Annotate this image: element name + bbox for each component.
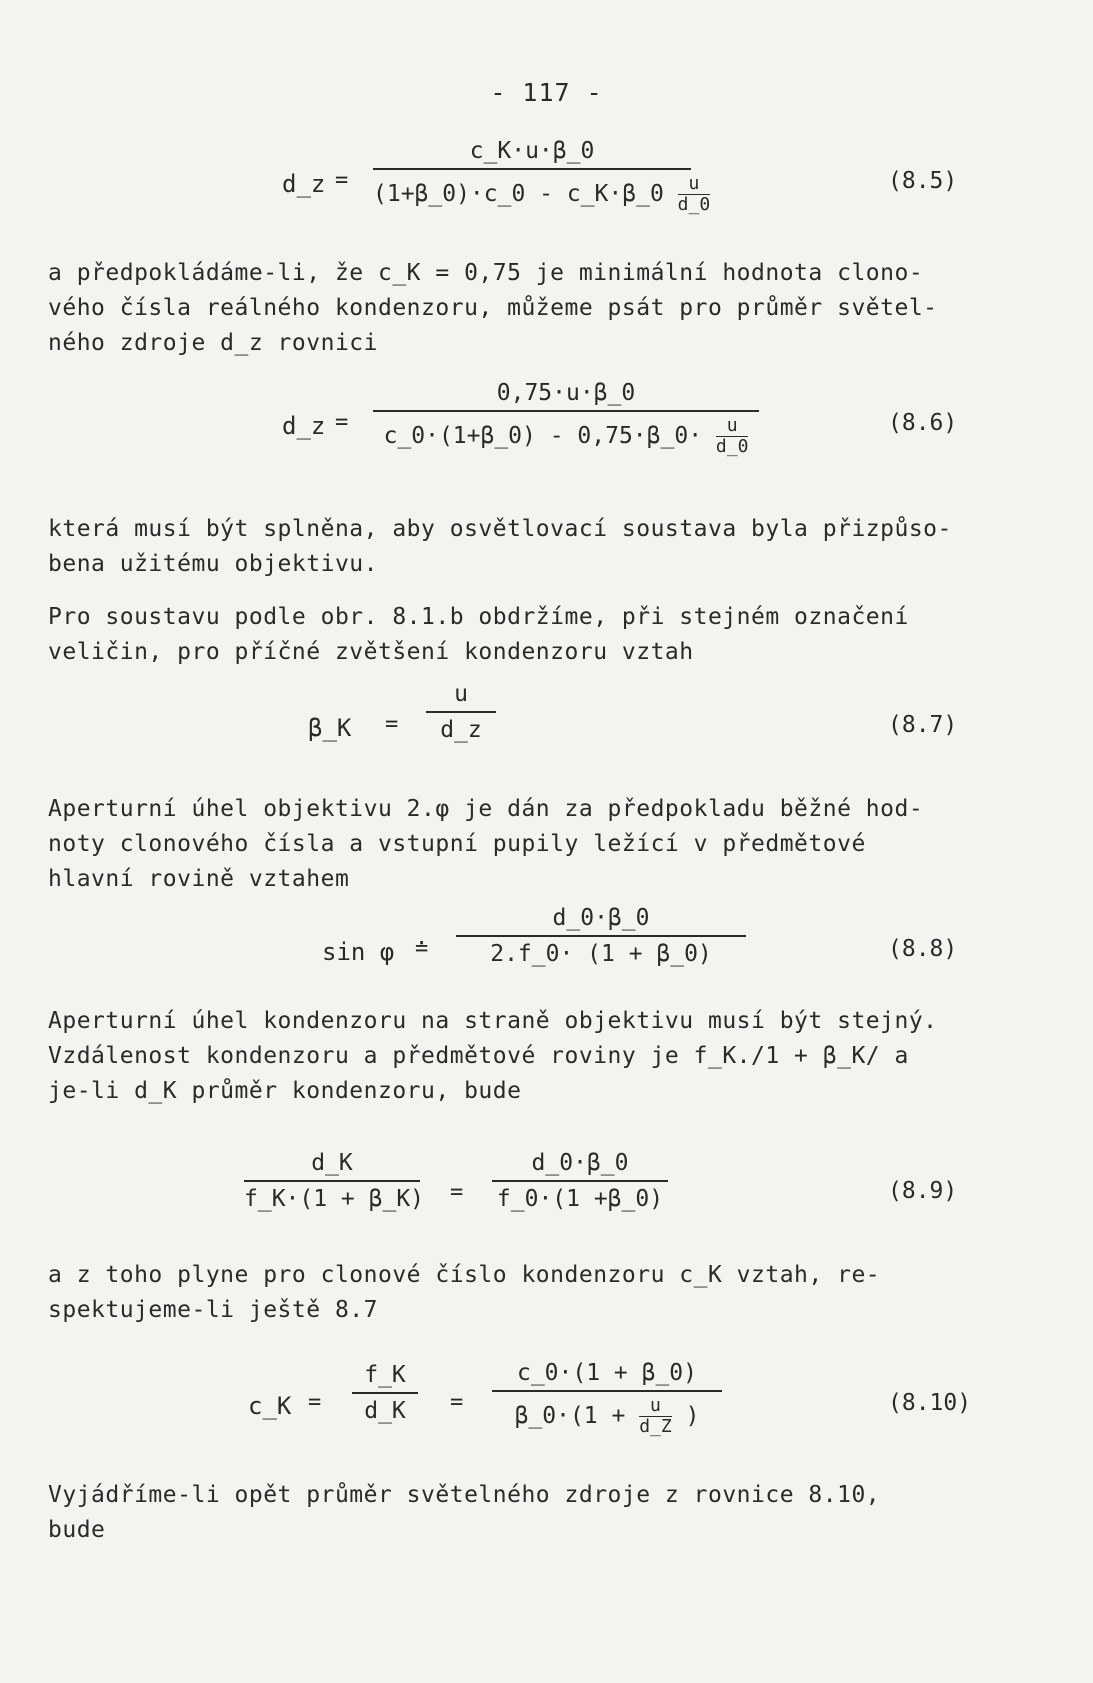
paragraph-7-line-1: Vyjádříme-li opět průměr světelného zdroje z rovnice 8.10,: [48, 1482, 881, 1508]
eq-8-7-fraction: [426, 681, 496, 743]
paragraph-5-line-1: Aperturní úhel kondenzoru na straně objektivu musí být stejný.: [48, 1008, 938, 1034]
paragraph-4-line-1: Aperturní úhel objektivu 2.φ je dán za předpokladu běžné hod-: [48, 796, 924, 822]
eq-8-10-equals-1: =: [308, 1390, 322, 1415]
eq-8-7-equals: =: [385, 712, 399, 737]
eq-8-8-approx: ≐: [415, 936, 429, 961]
eq-8-6-numerator: 0,75·u·β_0: [373, 380, 759, 412]
paragraph-2-line-2: bena užitému objektivu.: [48, 551, 378, 577]
paragraph-3-line-2: veličin, pro příčné zvětšení kondenzoru vztah: [48, 639, 694, 665]
paragraph-1-line-2: vého čísla reálného kondenzoru, můžeme psát pro průměr světel-: [48, 295, 938, 321]
eq-8-10-mid-numerator: f_K: [352, 1362, 418, 1394]
eq-8-8-denominator: 2.f_0· (1 + β_0): [490, 941, 712, 967]
eq-8-10-right-fraction: [492, 1360, 722, 1437]
eq-8-9-left-numerator: d_K: [244, 1150, 420, 1182]
paragraph-6-line-1: a z toho plyne pro clonové číslo kondenzoru c_K vztah, re-: [48, 1262, 881, 1288]
eq-8-8-number: (8.8): [888, 936, 958, 962]
eq-8-5-lhs: d_z: [282, 170, 326, 198]
eq-8-6-number: (8.6): [888, 410, 958, 436]
eq-8-9-equals: =: [450, 1180, 464, 1205]
eq-8-10-right-denominator: β_0·(1 + $\frac{u}{d\_Z}$ ): [514, 1395, 700, 1437]
eq-8-6-denominator: c_0·(1+β_0) - 0,75·β_0· $\frac{u}{d\_0}$: [383, 415, 749, 457]
paragraph-2-line-1: která musí být splněna, aby osvětlovací soustava byla přizpůso-: [48, 516, 952, 542]
eq-8-10-mid-fraction: [352, 1362, 418, 1424]
eq-8-6-fraction: [373, 380, 759, 457]
eq-8-9-left-fraction: [244, 1150, 425, 1212]
eq-8-6-equals: =: [335, 410, 349, 435]
eq-8-10-mid-denominator: d_K: [364, 1398, 406, 1424]
eq-8-5-numerator: c_K·u·β_0: [373, 138, 691, 170]
eq-8-5-number: (8.5): [888, 168, 958, 194]
eq-8-8-lhs: sin φ: [322, 938, 395, 966]
paragraph-4-line-2: noty clonového čísla a vstupní pupily ležící v předmětové: [48, 831, 866, 857]
eq-8-10-right-numerator: c_0·(1 + β_0): [492, 1360, 722, 1392]
paragraph-4-line-3: hlavní rovině vztahem: [48, 866, 350, 892]
eq-8-6-lhs: d_z: [282, 412, 326, 440]
eq-8-5-equals: =: [335, 168, 349, 193]
eq-8-10-number: (8.10): [888, 1390, 972, 1416]
eq-8-8-fraction: [456, 905, 746, 967]
eq-8-7-denominator: d_z: [440, 717, 482, 743]
eq-8-10-lhs: c_K: [248, 1392, 292, 1420]
paragraph-3-line-1: Pro soustavu podle obr. 8.1.b obdržíme, při stejném označení: [48, 604, 909, 630]
paragraph-6-line-2: spektujeme-li ještě 8.7: [48, 1297, 378, 1323]
paragraph-1-line-3: ného zdroje d_z rovnici: [48, 330, 378, 356]
eq-8-7-number: (8.7): [888, 712, 958, 738]
eq-8-5-fraction: [373, 138, 711, 215]
eq-8-9-right-numerator: d_0·β_0: [492, 1150, 668, 1182]
page-number: - 117 -: [490, 78, 603, 107]
paragraph-7-line-2: bude: [48, 1517, 106, 1543]
eq-8-8-numerator: d_0·β_0: [456, 905, 746, 937]
eq-8-7-numerator: u: [426, 681, 496, 713]
eq-8-9-left-denominator: f_K·(1 + β_K): [244, 1186, 425, 1212]
eq-8-9-number: (8.9): [888, 1178, 958, 1204]
eq-8-9-right-denominator: f_0·(1 +β_0): [496, 1186, 664, 1212]
eq-8-5-denominator: (1+β_0)·c_0 - c_K·β_0 $\frac{u}{d\_0}$: [373, 173, 711, 215]
paragraph-5-line-2: Vzdálenost kondenzoru a předmětové roviny je f_K./1 + β_K/ a: [48, 1043, 909, 1069]
eq-8-7-lhs: β_K: [308, 714, 352, 742]
paragraph-5-line-3: je-li d_K průměr kondenzoru, bude: [48, 1078, 522, 1104]
eq-8-10-equals-2: =: [450, 1390, 464, 1415]
eq-8-9-right-fraction: [492, 1150, 668, 1212]
paragraph-1-line-1: a předpokládáme-li, že c_K = 0,75 je minimální hodnota clono-: [48, 260, 924, 286]
